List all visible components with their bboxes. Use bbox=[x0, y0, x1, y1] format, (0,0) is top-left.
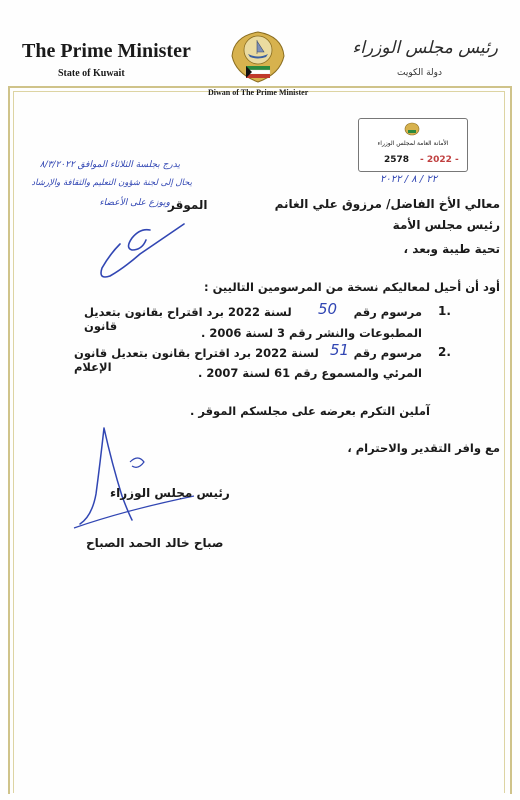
stamp-number: 2578 bbox=[384, 155, 410, 165]
stamp-emblem-icon bbox=[404, 122, 420, 136]
letterhead-subtitle-en: State of Kuwait bbox=[58, 68, 125, 79]
recipient-honorific: الموقر bbox=[168, 198, 208, 212]
item-2-line-1: لسنة 2022 برد اقتراح بقانون بتعديل قانون الإعلام bbox=[74, 346, 319, 374]
item-1-line-1: لسنة 2022 برد اقتراح بقانون بتعديل قانون bbox=[84, 305, 292, 333]
annotation-line-1: يدرج بجلسة الثلاثاء الموافق ٨/٣/٢٠٢٢ bbox=[39, 160, 180, 170]
item-1-line-2: المطبوعات والنشر رقم 3 لسنة 2006 . bbox=[200, 326, 422, 340]
handwritten-initials-icon bbox=[80, 210, 190, 290]
stamp-year: - 2022 - bbox=[420, 155, 459, 165]
annotation-line-2: يحال إلى لجنة شؤون التعليم والثقافة والإرشاد bbox=[31, 178, 192, 188]
prime-minister-signature-icon bbox=[66, 424, 206, 534]
letterhead-subtitle-ar: دولة الكويت bbox=[397, 68, 442, 78]
item-2-prefix: مرسوم رقم bbox=[353, 346, 422, 360]
intro-text: أود أن أحيل لمعاليكم نسخة من المرسومين التاليين : bbox=[203, 280, 500, 294]
item-2-line-2: المرئي والمسموع رقم 61 لسنة 2007 . bbox=[198, 366, 422, 380]
kuwait-emblem-icon bbox=[226, 26, 290, 92]
item-number-1: 1. bbox=[438, 304, 451, 318]
item-1-decree-number: 50 bbox=[318, 300, 338, 318]
signatory-name: صباح خالد الحمد الصباح bbox=[86, 536, 224, 550]
signatory-title: رئيس مجلس الوزراء bbox=[110, 486, 230, 500]
greeting: تحية طيبة وبعد ، bbox=[403, 242, 500, 256]
item-1-prefix: مرسوم رقم bbox=[353, 305, 422, 319]
diwan-caption: Diwan of The Prime Minister bbox=[208, 88, 309, 97]
stamp-handwritten-date: ٢٢ / ٨ / ٢٠٢٢ bbox=[380, 174, 438, 185]
closing-request: آملين التكرم بعرضه على مجلسكم الموقر . bbox=[189, 404, 430, 418]
annotation-line-3: ويوزع على الأعضاء bbox=[99, 198, 170, 208]
item-number-2: 2. bbox=[438, 345, 451, 359]
closing-regards: مع وافر التقدير والاحترام ، bbox=[347, 441, 500, 455]
letterhead-title-en: The Prime Minister bbox=[22, 40, 191, 62]
letterhead-title-ar: رئيس مجلس الوزراء bbox=[352, 38, 498, 58]
item-2-decree-number: 51 bbox=[330, 341, 350, 359]
recipient-line-1: معالي الأخ الفاضل/ مرزوق علي الغانم bbox=[274, 197, 500, 211]
stamp-org: الأمانة العامة لمجلس الوزراء bbox=[377, 140, 449, 147]
recipient-line-2: رئيس مجلس الأمة bbox=[392, 218, 500, 232]
